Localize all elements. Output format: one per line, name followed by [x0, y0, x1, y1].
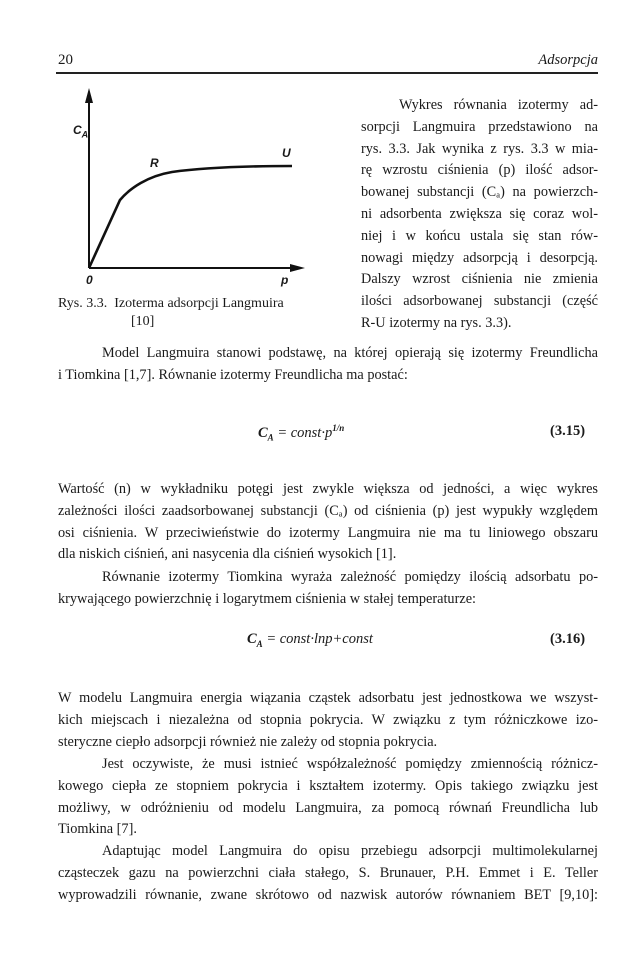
- text-line: Jest oczywiste, że musi istnieć współzależność pomiędzy zmiennością różnicz-: [102, 756, 598, 772]
- eq2-lhs-sub: A: [256, 638, 263, 649]
- text-line: kich miejscach i niezależna od stopnia pokrycia. W związku z tym różniczkowe izo-: [58, 711, 598, 728]
- running-head: Adsorpcja: [538, 52, 598, 68]
- figure-caption-ref: [10]: [131, 314, 155, 329]
- y-axis-label-text: C: [73, 123, 82, 137]
- equation-3-16: [247, 631, 373, 649]
- y-axis-label: [73, 123, 88, 139]
- y-axis-label-sub: A: [81, 129, 89, 140]
- text-line: Model Langmuira stanowi podstawę, na której opierają się izotermy Freundlicha: [102, 345, 598, 361]
- text-line: sorpcji Langmuira przedstawiono na: [361, 118, 598, 135]
- text-line: osi ciśnienia. W przeciwieństwie do izotermy Langmuira nie ma tu liniowego obszaru: [58, 524, 598, 541]
- text-line: wyprowadzili równanie, zwane skrótowo od nazwisk autorów równaniem BET [9,10]:: [58, 886, 598, 903]
- text-line: ni adsorbenta zwiększa się coraz wol-: [361, 206, 598, 222]
- x-axis-label: p: [281, 273, 289, 287]
- y-axis-arrow-icon: [85, 88, 93, 103]
- text-line: Wykres równania izotermy ad-: [399, 97, 598, 113]
- text-line: zależności ilości zaadsorbowanej substancji (Cₐ) od ciśnienia (p) jest wypukły względem: [58, 502, 598, 519]
- eq1-rhs: = const·p: [277, 424, 333, 441]
- text-line: Równanie izotermy Tiomkina wyraża zależność pomiędzy ilością adsorbatu po-: [102, 569, 598, 585]
- text-line: nowagi między adsorpcją i desorpcją.: [361, 249, 598, 266]
- text-line: ilości adsorbowanej substancji (część: [361, 293, 598, 310]
- equation-3-15: [258, 423, 344, 443]
- text-line: steryczne ciepło adsorpcji również nie zależy od stopnia pokrycia.: [58, 733, 438, 750]
- text-line: niej i w końcu ustala się stan rów-: [361, 227, 598, 244]
- page-number: 20: [58, 52, 73, 68]
- text-line: rys. 3.3. Jak wynika z rys. 3.3 w mia-: [361, 140, 598, 157]
- text-line: Wartość (n) w wykładniku potęgi jest zwykle większa od jedności, a więc wykres: [58, 481, 598, 497]
- isotherm-curve: [89, 166, 292, 268]
- equation-number-3-16: (3.16): [550, 631, 586, 647]
- text-line: Adaptując model Langmuira do opisu przebiegu adsorpcji multimolekularnej: [102, 843, 598, 859]
- text-line: krywającego powierzchnię i logarytmem ciśnienia w stałej temperaturze:: [58, 590, 477, 607]
- text-line: bowanej substancji (Cₐ) na powierzch-: [361, 184, 598, 201]
- text-line: rę wzrostu ciśnienia (p) ilość adsor-: [361, 162, 598, 179]
- text-line: Dalszy wzrost ciśnienia nie zmienia: [361, 271, 598, 288]
- text-line: Tiomkina [7].: [58, 821, 137, 838]
- point-u-label: U: [282, 146, 291, 160]
- origin-label: 0: [86, 273, 93, 287]
- text-line: R-U izotermy na rys. 3.3).: [361, 315, 512, 331]
- text-line: cząsteczek gazu na powierzchni ciała stałego, S. Brunauer, P.H. Emmet i E. Teller: [58, 864, 598, 881]
- x-axis-arrow-icon: [290, 264, 305, 272]
- text-line: i Tiomkina [1,7]. Równanie izotermy Freundlicha ma postać:: [58, 366, 408, 383]
- eq2-rhs: = const·lnp+const: [266, 631, 373, 647]
- eq1-lhs-sub: A: [267, 432, 274, 443]
- figure-caption: Rys. 3.3. Izoterma adsorpcji Langmuira: [58, 296, 284, 311]
- text-line: W modelu Langmuira energia wiązania cząstek adsorbatu jest jednostkowa we wszyst-: [58, 690, 598, 706]
- eq1-rhs-sup: 1/n: [332, 423, 345, 433]
- text-line: kowego ciepła ze stopniem pokrycia i kształtem izotermy. Opis takiego związku jest: [58, 777, 598, 794]
- point-r-label: R: [150, 156, 159, 170]
- eq1-lhs: C: [258, 424, 268, 441]
- eq2-lhs: C: [247, 631, 257, 647]
- text-line: możliwy, w odróżnieniu od modelu Langmuira, za pomocą równań Freundlicha lub: [58, 799, 598, 816]
- equation-number-3-15: (3.15): [550, 423, 586, 439]
- text-line: dla niskich ciśnień, ani nasycenia dla ciśnień wysokich [1].: [58, 546, 397, 563]
